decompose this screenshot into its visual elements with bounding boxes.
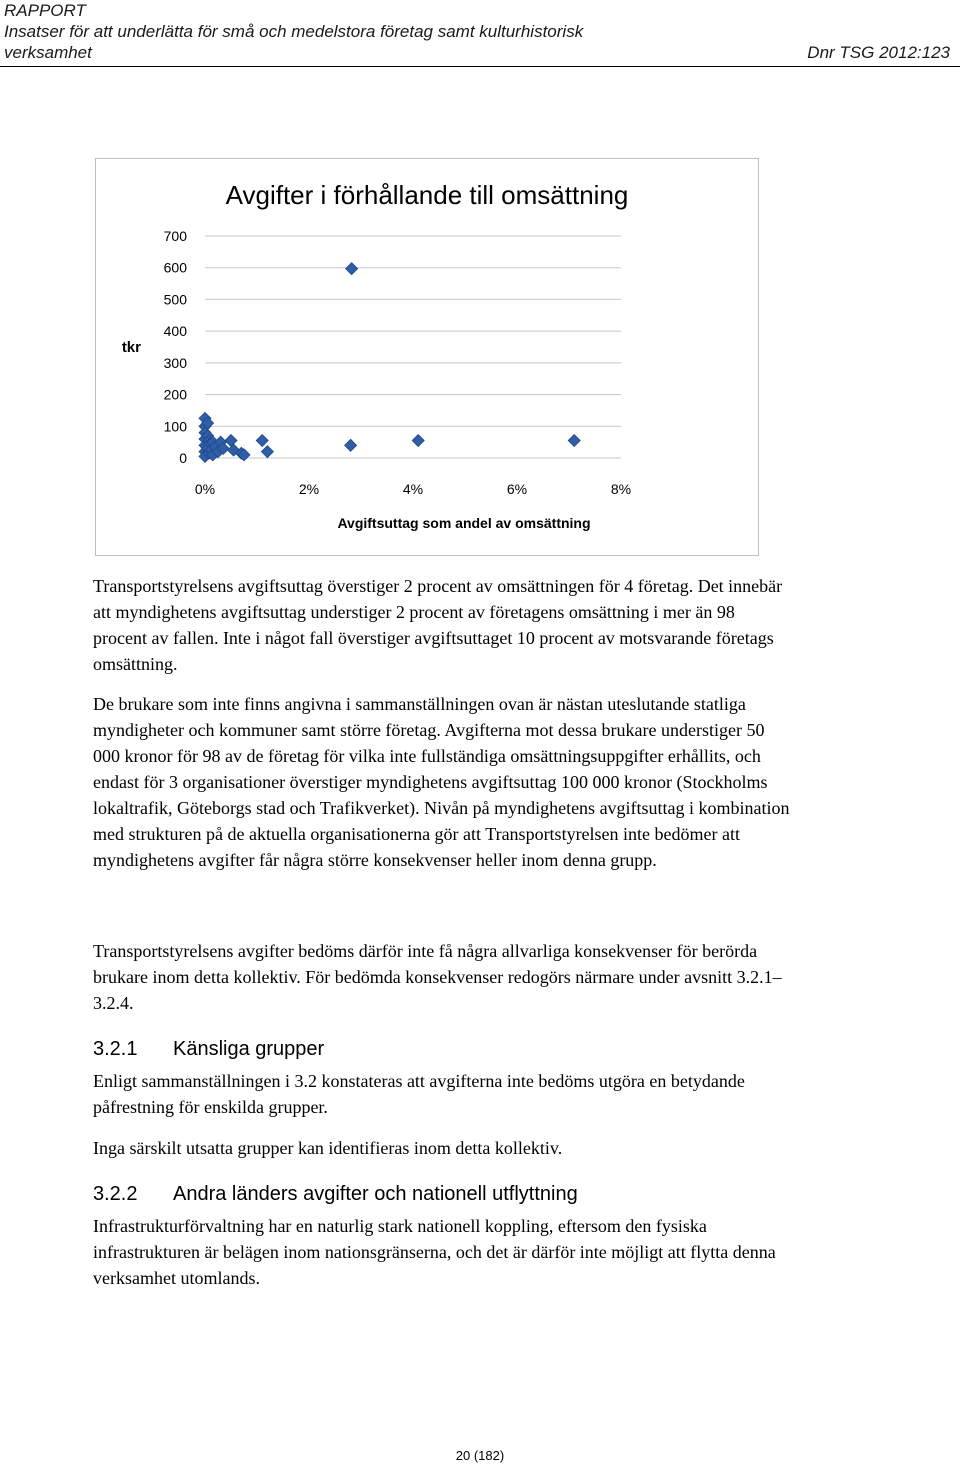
x-tick-label: 8% (610, 481, 632, 497)
x-tick-label: 0% (194, 481, 216, 497)
document-number: Dnr TSG 2012:123 (807, 43, 950, 62)
paragraph-other-users: De brukare som inte finns angivna i sammanställningen ovan är nästan uteslutande statliga myndigheter och kommuner samt större företag. Avgifterna mot dessa brukare understiger 50 000 kronor för 98 av de företag för vilka inte fullständiga omsättningsuppgifter erhållits, och endast för 3 organisationer överstiger myndighetens avgiftsuttag 100 000 kronor (Stockholms lokaltrafik, Göteborgs stad och Trafikverket). Nivån på myndighetens avgiftsuttag i kombination med strukturen på de aktuella organisationerna gör att Transportstyrelsen inte bedömer att myndighetens avgifter får några större konsekvenser heller inom denna grupp. (93, 694, 790, 870)
section-heading-3-2-2 (93, 1182, 578, 1206)
section-title-3-2-2: Andra länders avgifter och nationell utflyttning (173, 1183, 578, 1205)
data-point (346, 263, 358, 275)
chart-y-axis-label: tkr (121, 339, 141, 356)
report-subtitle-line2: verksamhet (4, 43, 92, 62)
y-tick-label: 200 (163, 386, 187, 403)
y-tick-label: 100 (163, 418, 187, 435)
y-tick-label: 700 (163, 228, 187, 244)
header-rule (0, 66, 960, 67)
y-tick-label: 0 (179, 450, 187, 466)
report-label: RAPPORT (4, 1, 86, 20)
page-number: 20 (182) (455, 1448, 505, 1463)
section-heading-3-2-1 (93, 1037, 324, 1061)
section-number-3-2-1: 3.2.1 (93, 1038, 138, 1060)
x-tick-label: 2% (298, 481, 320, 497)
y-tick-label: 600 (163, 259, 187, 276)
paragraph-conclusion: Transportstyrelsens avgifter bedöms därför inte få några allvarliga konsekvenser för berörda brukare inom detta kollektiv. För bedömda konsekvenser redogörs närmare under avsnitt 3.2.1–3.2.4. (93, 941, 782, 1013)
data-point (345, 439, 357, 451)
paragraph-infrastructure: Infrastrukturförvaltning har en naturlig stark nationell koppling, eftersom den fysiska infrastrukturen är belägen inom nationsgränserna, och det är därför inte möjligt att flytta denna verksamhet utomlands. (93, 1216, 776, 1288)
report-subtitle-line1: Insatser för att underlätta för små och medelstora företag samt kulturhistorisk (4, 22, 584, 41)
data-point (225, 435, 237, 447)
y-tick-label: 500 (163, 291, 187, 308)
scatter-chart-svg (96, 159, 760, 557)
data-point (568, 435, 580, 447)
data-point (261, 446, 273, 458)
chart-x-axis-label: Avgiftsuttag som andel av omsättning (337, 515, 591, 531)
section-number-3-2-2: 3.2.2 (93, 1183, 138, 1205)
x-tick-label: 6% (506, 481, 528, 497)
section-title-3-2-1: Känsliga grupper (173, 1038, 325, 1060)
x-tick-label: 4% (402, 481, 424, 497)
paragraph-no-vulnerable-groups: Inga särskilt utsatta grupper kan identifieras inom detta kollektiv. (93, 1138, 563, 1158)
y-tick-label: 400 (163, 323, 187, 340)
data-point (256, 435, 268, 447)
paragraph-fee-share: Transportstyrelsens avgiftsuttag överstiger 2 procent av omsättningen för 4 företag. Det innebär att myndighetens avgiftsuttag understiger 2 procent av företagens omsättning i mer än 98 procent av fallen. Inte i något fall överstiger avgiftsuttaget 10 procent av motsvarande företags omsättning. (93, 576, 783, 674)
paragraph-sensitive-groups: Enligt sammanställningen i 3.2 konstateras att avgifterna inte bedöms utgöra en betydande påfrestning för enskilda grupper. (93, 1071, 745, 1117)
scatter-chart (95, 158, 759, 556)
y-tick-label: 300 (163, 354, 187, 371)
chart-title: Avgifter i förhållande till omsättning (225, 180, 629, 210)
data-point (412, 435, 424, 447)
